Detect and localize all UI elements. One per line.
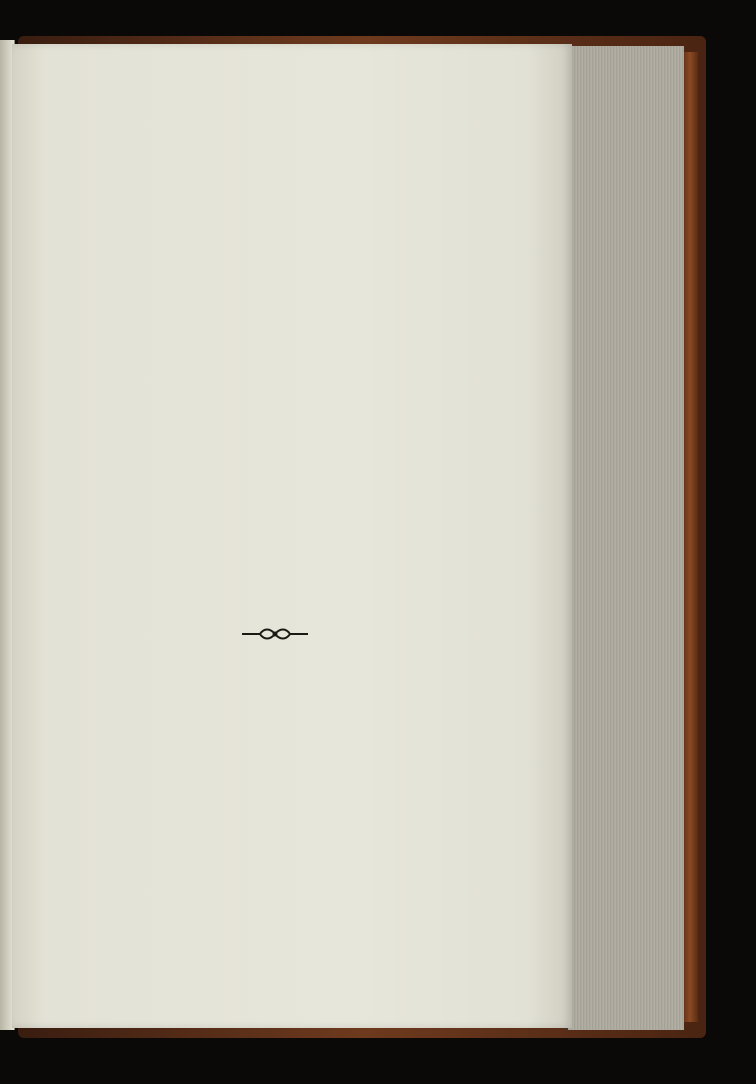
page-header <box>40 80 512 110</box>
book-binding <box>682 52 698 1022</box>
chapter-body-text <box>40 706 510 725</box>
text-line <box>40 706 510 725</box>
ornament-divider <box>240 626 310 642</box>
book-page <box>12 44 572 1028</box>
page-fore-edge <box>566 46 684 1030</box>
